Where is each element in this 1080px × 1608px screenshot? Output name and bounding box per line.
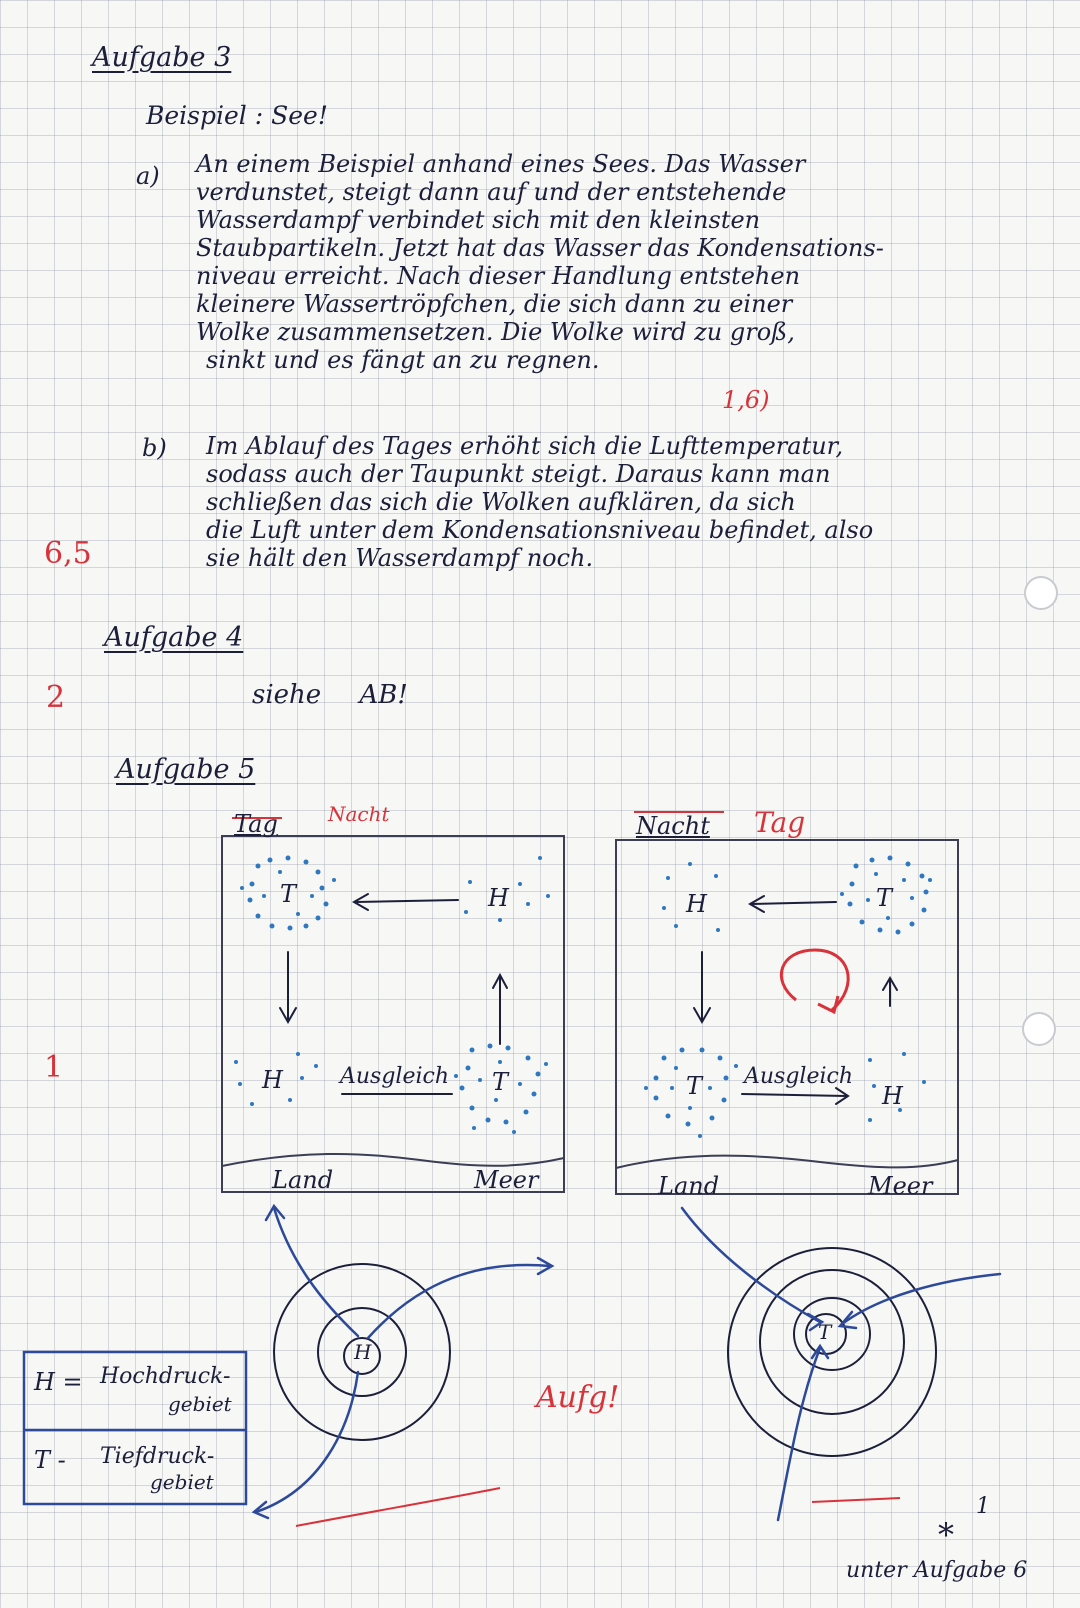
- right-ground-line: [616, 1156, 958, 1168]
- task3a-line: sinkt und es fängt an zu regnen.: [206, 346, 600, 374]
- task3a-line: Staubpartikeln. Jetzt hat das Wasser das Kondensations-: [196, 234, 884, 262]
- footnote-grade: 1: [976, 1494, 990, 1519]
- left-high-bottom: H: [262, 1066, 283, 1094]
- correction-note: Aufg!: [536, 1380, 620, 1415]
- left-low-top: T: [280, 880, 297, 908]
- right-land: Land: [658, 1172, 720, 1200]
- task5-grade: 1: [44, 1050, 64, 1085]
- left-title-correction: Nacht: [328, 802, 390, 826]
- legend-low-line1: Tiefdruck-: [100, 1444, 215, 1469]
- task3-subheading: Beispiel : See!: [146, 101, 328, 130]
- left-sea: Meer: [474, 1166, 539, 1194]
- footnote-text: unter Aufgabe 6: [846, 1558, 1028, 1583]
- task3b-line: Im Ablauf des Tages erhöht sich die Lufttemperatur,: [206, 432, 844, 460]
- task3-heading: Aufgabe 3: [92, 42, 232, 73]
- left-title-crossed: Tag: [234, 810, 278, 838]
- task3a-line: verdunstet, steigt dann auf und der entstehende: [196, 178, 787, 206]
- footnote-mark: *: [938, 1516, 954, 1554]
- left-balance: Ausgleich: [340, 1064, 450, 1089]
- circle-right-label: T: [818, 1320, 832, 1344]
- task3b-line: die Luft unter dem Kondensationsniveau befindet, also: [206, 516, 874, 544]
- task3a-line: Wolke zusammensetzen. Die Wolke wird zu groß,: [196, 318, 795, 346]
- red-underline-left: [296, 1488, 500, 1526]
- task3a-marker: a): [136, 162, 160, 190]
- right-sea: Meer: [868, 1172, 933, 1200]
- pressure-circles-right: [728, 1248, 936, 1456]
- arrow-right-top: [752, 902, 836, 904]
- legend-low-symbol: T -: [34, 1446, 66, 1474]
- task3a-line: Wasserdampf verbindet sich mit den kleinsten: [196, 206, 761, 234]
- arrow-left-top: [356, 900, 458, 902]
- flow-arrows-left: [254, 1206, 552, 1518]
- red-underline-right: [812, 1498, 900, 1502]
- task3a-line: kleinere Wassertröpfchen, die sich dann zu einer: [196, 290, 793, 318]
- task5-heading: Aufgabe 5: [116, 754, 256, 785]
- task3-grade: 6,5: [44, 536, 92, 571]
- right-diagram-box: [616, 840, 958, 1194]
- left-low-bottom: T: [492, 1068, 509, 1096]
- right-high-top: H: [686, 890, 707, 918]
- task3b-marker: b): [142, 434, 167, 462]
- circle-left-label: H: [354, 1340, 372, 1364]
- right-title-correction: Tag: [754, 806, 806, 839]
- task3b-line: sodass auch der Taupunkt steigt. Daraus kann man: [206, 460, 831, 488]
- left-diagram-box: [222, 836, 564, 1192]
- legend-high-line1: Hochdruck-: [100, 1364, 231, 1389]
- right-low-bottom: T: [686, 1072, 703, 1100]
- legend-high-line2: gebiet: [168, 1392, 232, 1416]
- balance-arrow-right: [742, 1094, 846, 1096]
- legend-high-symbol: H =: [34, 1368, 83, 1396]
- task4-grade: 2: [46, 680, 66, 715]
- left-ground-line: [222, 1154, 564, 1166]
- left-land: Land: [272, 1166, 334, 1194]
- red-circulation-head: [818, 996, 838, 1012]
- task3a-line: An einem Beispiel anhand eines Sees. Das Wasser: [196, 150, 806, 178]
- right-balance: Ausgleich: [744, 1064, 854, 1089]
- task3a-line: niveau erreicht. Nach dieser Handlung entstehen: [196, 262, 801, 290]
- legend-low-line2: gebiet: [150, 1470, 214, 1494]
- right-high-bottom: H: [882, 1082, 903, 1110]
- task4-text: siehe AB!: [252, 680, 408, 710]
- right-low-top: T: [876, 884, 893, 912]
- left-high-top: H: [488, 884, 509, 912]
- task3b-line: sie hält den Wasserdampf noch.: [206, 544, 594, 572]
- task4-heading: Aufgabe 4: [104, 622, 244, 653]
- score-note: 1,6): [722, 386, 770, 414]
- right-title-crossed: Nacht: [636, 812, 710, 840]
- task3b-line: schließen das sich die Wolken aufklären, da sich: [206, 488, 796, 516]
